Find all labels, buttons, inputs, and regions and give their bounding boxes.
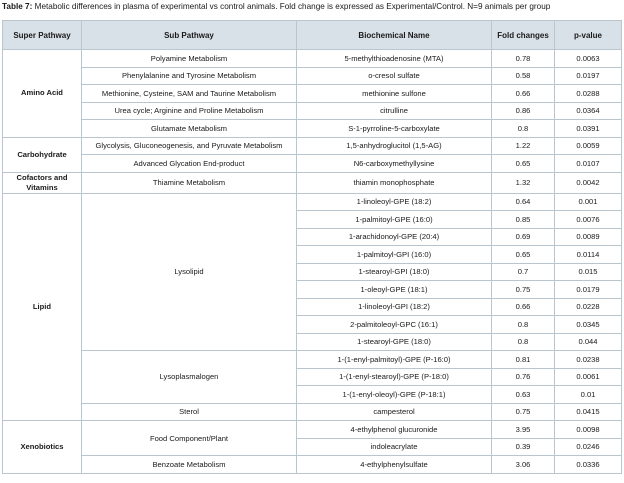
p-value-cell: 0.0246 — [555, 438, 622, 456]
p-value-cell: 0.0098 — [555, 421, 622, 439]
biochemical-name-cell: 1-linoleoyl-GPE (18:2) — [297, 193, 492, 211]
header-p-value: p-value — [555, 21, 622, 50]
p-value-cell: 0.0179 — [555, 281, 622, 299]
p-value-cell: 0.0364 — [555, 102, 622, 120]
biochemical-name-cell: 1-stearoyl-GPI (18:0) — [297, 263, 492, 281]
table-row — [3, 67, 622, 85]
p-value-cell: 0.01 — [555, 386, 622, 404]
fold-change-cell: 0.81 — [492, 351, 555, 369]
fold-change-cell: 0.63 — [492, 386, 555, 404]
fold-change-cell: 0.7 — [492, 263, 555, 281]
p-value-cell: 0.015 — [555, 263, 622, 281]
biochemical-name-cell: 4-ethylphenylsulfate — [297, 456, 492, 474]
biochemical-name-cell: 1-(1-enyl-stearoyl)-GPE (P-18:0) — [297, 368, 492, 386]
fold-change-cell: 0.8 — [492, 316, 555, 334]
super-pathway-cell: Cofactors and Vitamins — [3, 172, 82, 193]
biochemical-name-cell: 1-palmitoyl-GPI (16:0) — [297, 246, 492, 264]
super-pathway-cell: Xenobiotics — [3, 421, 82, 474]
fold-change-cell: 0.66 — [492, 85, 555, 103]
header-biochemical-name: Biochemical Name — [297, 21, 492, 50]
p-value-cell: 0.0114 — [555, 246, 622, 264]
p-value-cell: 0.0336 — [555, 456, 622, 474]
biochemical-name-cell: 1-arachidonoyl-GPE (20:4) — [297, 228, 492, 246]
table-row — [3, 102, 622, 120]
p-value-cell: 0.0061 — [555, 368, 622, 386]
table-row — [3, 421, 622, 439]
fold-change-cell: 3.95 — [492, 421, 555, 439]
biochemical-name-cell: 5-methylthioadenosine (MTA) — [297, 50, 492, 68]
sub-pathway-cell: Lysolipid — [82, 193, 297, 351]
biochemical-name-cell: S-1-pyrroline-5-carboxylate — [297, 120, 492, 138]
p-value-cell: 0.0238 — [555, 351, 622, 369]
biochemical-name-cell: 1-linoleoyl-GPI (18:2) — [297, 298, 492, 316]
fold-change-cell: 0.86 — [492, 102, 555, 120]
sub-pathway-cell: Methionine, Cysteine, SAM and Taurine Metabolism — [82, 85, 297, 103]
sub-pathway-cell: Food Component/Plant — [82, 421, 297, 456]
p-value-cell: 0.0288 — [555, 85, 622, 103]
sub-pathway-cell: Glutamate Metabolism — [82, 120, 297, 138]
biochemical-name-cell: 2-palmitoleoyl-GPC (16:1) — [297, 316, 492, 334]
fold-change-cell: 0.66 — [492, 298, 555, 316]
biochemical-name-cell: o-cresol sulfate — [297, 67, 492, 85]
fold-change-cell: 1.32 — [492, 172, 555, 193]
biochemical-name-cell: 1,5-anhydroglucitol (1,5-AG) — [297, 137, 492, 155]
fold-change-cell: 1.22 — [492, 137, 555, 155]
p-value-cell: 0.0107 — [555, 155, 622, 173]
super-pathway-cell: Lipid — [3, 193, 82, 421]
p-value-cell: 0.0197 — [555, 67, 622, 85]
biochemical-name-cell: citrulline — [297, 102, 492, 120]
p-value-cell: 0.0415 — [555, 403, 622, 421]
biochemical-name-cell: thiamin monophosphate — [297, 172, 492, 193]
biochemical-name-cell: N6-carboxymethyllysine — [297, 155, 492, 173]
sub-pathway-cell: Polyamine Metabolism — [82, 50, 297, 68]
p-value-cell: 0.0089 — [555, 228, 622, 246]
table-row — [3, 155, 622, 173]
table-row — [3, 456, 622, 474]
table-row — [3, 137, 622, 155]
biochemical-name-cell: 1-palmitoyl-GPE (16:0) — [297, 211, 492, 229]
table-row — [3, 351, 622, 369]
biochemical-name-cell: indoleacrylate — [297, 438, 492, 456]
sub-pathway-cell: Urea cycle; Arginine and Proline Metabolism — [82, 102, 297, 120]
header-super-pathway: Super Pathway — [3, 21, 82, 50]
p-value-cell: 0.0391 — [555, 120, 622, 138]
table-row — [3, 50, 622, 68]
fold-change-cell: 0.58 — [492, 67, 555, 85]
caption-label: Table 7: — [2, 2, 33, 11]
fold-change-cell: 0.64 — [492, 193, 555, 211]
table-row — [3, 85, 622, 103]
header-fold-changes: Fold changes — [492, 21, 555, 50]
sub-pathway-cell: Sterol — [82, 403, 297, 421]
p-value-cell: 0.0063 — [555, 50, 622, 68]
table-row — [3, 403, 622, 421]
fold-change-cell: 0.78 — [492, 50, 555, 68]
biochemical-name-cell: 1-stearoyl-GPE (18:0) — [297, 333, 492, 351]
fold-change-cell: 0.65 — [492, 246, 555, 264]
p-value-cell: 0.0042 — [555, 172, 622, 193]
super-pathway-cell: Amino Acid — [3, 50, 82, 138]
table-body — [3, 50, 622, 474]
sub-pathway-cell: Lysoplasmalogen — [82, 351, 297, 404]
p-value-cell: 0.044 — [555, 333, 622, 351]
p-value-cell: 0.0059 — [555, 137, 622, 155]
caption-text: Metabolic differences in plasma of experimental vs control animals. Fold change is expressed as Experimental/Control. N=9 animals per group — [32, 2, 551, 11]
fold-change-cell: 0.65 — [492, 155, 555, 173]
header-row — [3, 21, 622, 50]
sub-pathway-cell: Glycolysis, Gluconeogenesis, and Pyruvate Metabolism — [82, 137, 297, 155]
sub-pathway-cell: Thiamine Metabolism — [82, 172, 297, 193]
fold-change-cell: 0.75 — [492, 281, 555, 299]
biochemical-name-cell: 1-(1-enyl-oleoyl)-GPE (P-18:1) — [297, 386, 492, 404]
fold-change-cell: 0.75 — [492, 403, 555, 421]
fold-change-cell: 0.39 — [492, 438, 555, 456]
p-value-cell: 0.0076 — [555, 211, 622, 229]
fold-change-cell: 3.06 — [492, 456, 555, 474]
fold-change-cell: 0.76 — [492, 368, 555, 386]
metabolite-table — [2, 20, 622, 474]
biochemical-name-cell: 4-ethylphenol glucuronide — [297, 421, 492, 439]
fold-change-cell: 0.8 — [492, 120, 555, 138]
fold-change-cell: 0.8 — [492, 333, 555, 351]
sub-pathway-cell: Advanced Glycation End-product — [82, 155, 297, 173]
sub-pathway-cell: Phenylalanine and Tyrosine Metabolism — [82, 67, 297, 85]
fold-change-cell: 0.69 — [492, 228, 555, 246]
p-value-cell: 0.0345 — [555, 316, 622, 334]
p-value-cell: 0.0228 — [555, 298, 622, 316]
biochemical-name-cell: campesterol — [297, 403, 492, 421]
biochemical-name-cell: 1-oleoyl-GPE (18:1) — [297, 281, 492, 299]
table-row — [3, 172, 622, 193]
header-sub-pathway: Sub Pathway — [82, 21, 297, 50]
super-pathway-cell: Carbohydrate — [3, 137, 82, 172]
table-row — [3, 120, 622, 138]
table-caption — [0, 0, 624, 14]
sub-pathway-cell: Benzoate Metabolism — [82, 456, 297, 474]
p-value-cell: 0.001 — [555, 193, 622, 211]
biochemical-name-cell: 1-(1-enyl-palmitoyl)-GPE (P-16:0) — [297, 351, 492, 369]
table-row — [3, 193, 622, 211]
fold-change-cell: 0.85 — [492, 211, 555, 229]
biochemical-name-cell: methionine sulfone — [297, 85, 492, 103]
